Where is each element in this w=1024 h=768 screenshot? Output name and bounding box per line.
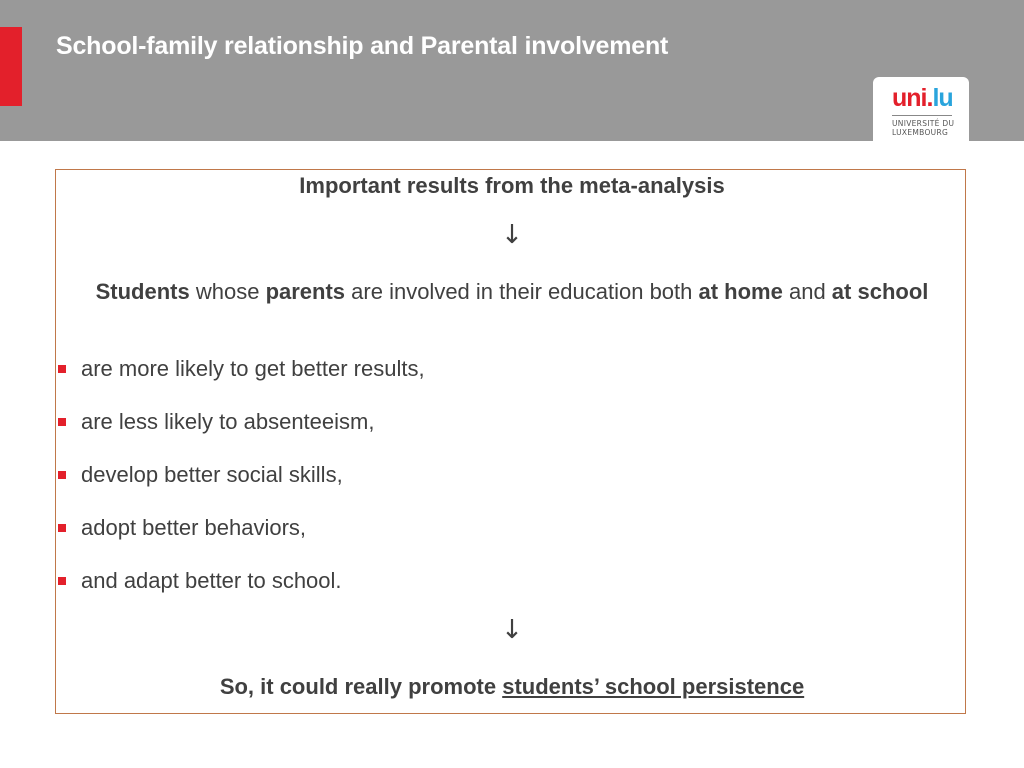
conclusion-emphasis: students’ school persistence [502,674,805,699]
list-item-text: adopt better behaviors, [81,515,307,540]
lead-word-at-home: at home [698,279,783,304]
logo-line-2: LUXEMBOURG [892,128,949,137]
list-item-text: develop better social skills, [81,462,343,487]
list-item-text: and adapt better to school. [81,568,342,593]
down-arrow-icon: ↓ [501,220,523,250]
conclusion-prefix: So, it could really promote [219,674,503,699]
header-bar [0,0,1024,141]
lead-word-parents: parents [265,279,346,304]
lead-word-at-school: at school [831,279,929,304]
university-logo [873,77,969,141]
accent-bar [0,27,22,106]
bullet-square-icon [58,577,66,585]
logo-line-1: UNIVERSITÉ DU [892,119,955,128]
list-item-text: are more likely to get better results, [81,356,425,381]
logo-mark-lu: lu [932,84,953,112]
logo-mark-uni: uni [892,84,927,112]
list-item [58,568,958,598]
list-item [58,462,958,492]
lead-text-1: whose [189,279,266,304]
logo-mark-dot: . [926,84,933,112]
list-item-text: are less likely to absenteeism, [81,409,375,434]
conclusion [0,674,1024,700]
down-arrow-icon: ↓ [501,615,523,645]
bullet-square-icon [58,365,66,373]
lead-statement [62,279,962,304]
logo-divider [892,115,952,116]
list-item [58,356,958,386]
lead-word-students: Students [95,279,190,304]
bullet-square-icon [58,524,66,532]
list-item [58,515,958,545]
logo-mark [892,86,953,111]
bullet-square-icon [58,471,66,479]
bullet-square-icon [58,418,66,426]
list-item [58,409,958,439]
logo-text [892,119,962,137]
lead-text-2: are involved in their education both [345,279,699,304]
lead-text-3: and [782,279,832,304]
section-heading: Important results from the meta-analysis [299,173,725,198]
slide-title: School-family relationship and Parental involvement [56,32,669,60]
